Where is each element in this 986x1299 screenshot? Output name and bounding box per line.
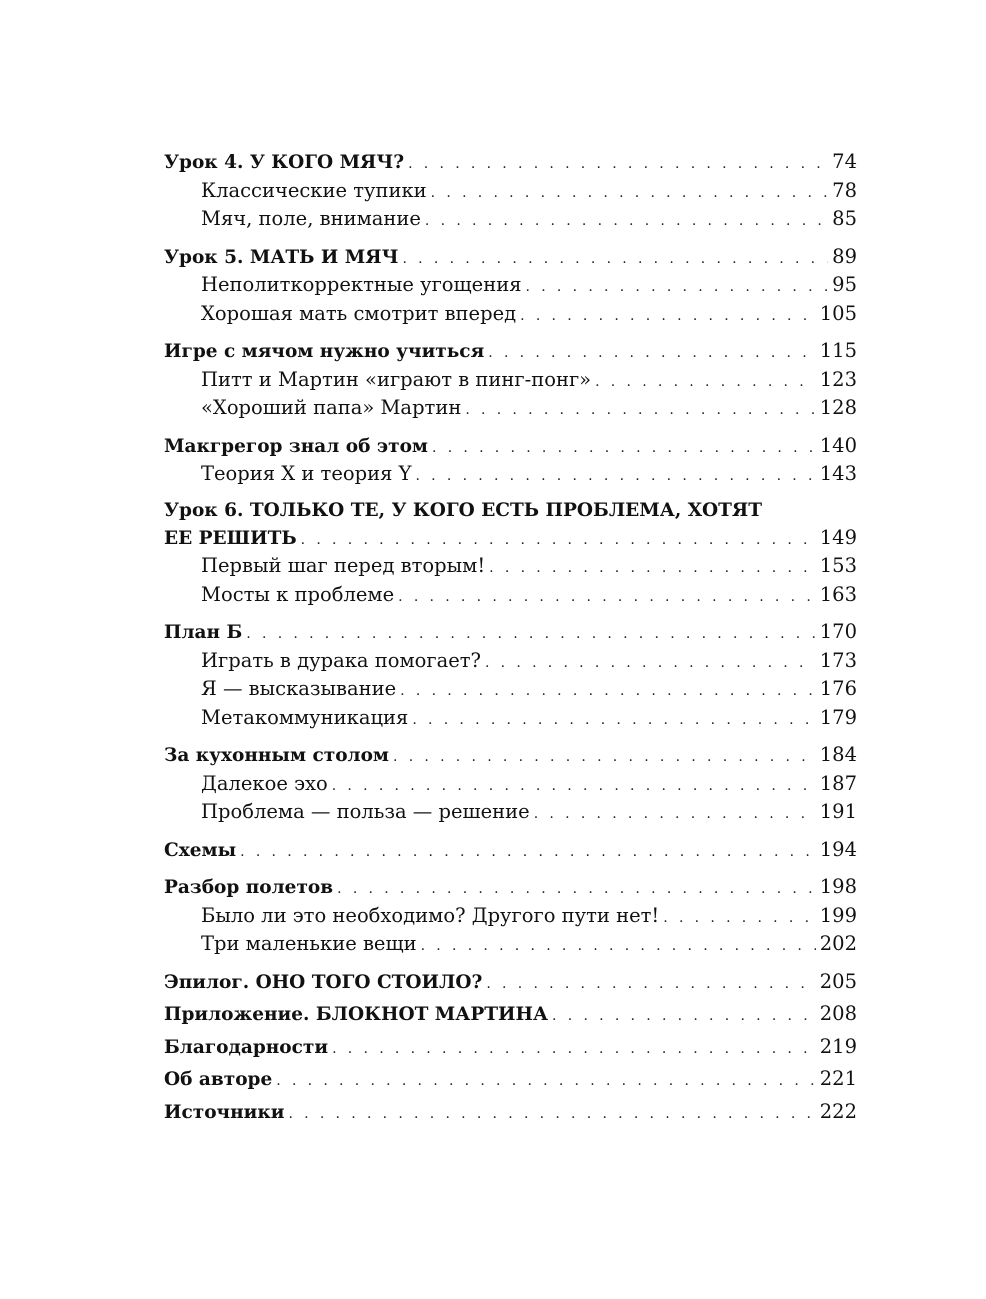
dot-leader bbox=[415, 462, 815, 491]
dot-leader bbox=[393, 743, 816, 772]
dot-leader bbox=[398, 583, 816, 612]
toc-entry-sub[interactable] bbox=[164, 177, 857, 206]
entry-title: Источники bbox=[164, 1101, 285, 1123]
toc-group-sources bbox=[164, 1098, 857, 1127]
entry-title: Приложение. БЛОКНОТ МАРТИНА bbox=[164, 1004, 549, 1025]
entry-title: Далекое эхо bbox=[201, 771, 328, 795]
toc-entry-main[interactable] bbox=[164, 524, 857, 553]
dot-leader bbox=[301, 526, 816, 555]
toc-group-lesson-6 bbox=[164, 498, 857, 610]
dot-leader bbox=[332, 772, 816, 801]
entry-page-number: 140 bbox=[819, 433, 857, 457]
entry-title: Мяч, поле, внимание bbox=[201, 207, 421, 230]
toc-entry-sub[interactable] bbox=[164, 675, 857, 704]
entry-page-number: 128 bbox=[819, 396, 857, 419]
entry-title: Метакоммуникация bbox=[201, 705, 409, 729]
entry-title: Эпилог. ОНО ТОГО СТОИЛО? bbox=[164, 971, 483, 993]
entry-title: ЕЕ РЕШИТЬ bbox=[164, 527, 297, 549]
entry-page-number: 187 bbox=[819, 771, 857, 795]
toc-entry-main[interactable] bbox=[164, 1098, 857, 1127]
dot-leader bbox=[425, 207, 828, 236]
toc-group-mcgregor bbox=[164, 432, 857, 489]
entry-page-number: 176 bbox=[819, 677, 857, 700]
entry-page-number: 105 bbox=[819, 301, 857, 325]
toc-group-schemes bbox=[164, 836, 857, 865]
entry-title: Разбор полетов bbox=[164, 877, 334, 898]
toc-entry-main[interactable] bbox=[164, 618, 857, 647]
entry-title: Играть в дурака помогает? bbox=[201, 648, 481, 672]
entry-page-number: 222 bbox=[819, 1099, 857, 1123]
entry-page-number: 205 bbox=[819, 969, 857, 993]
dot-leader bbox=[408, 150, 828, 179]
entry-title: Благодарности bbox=[164, 1036, 329, 1058]
entry-title: Я — высказывание bbox=[201, 677, 397, 700]
dot-leader bbox=[465, 396, 815, 425]
entry-title: Урок 4. У КОГО МЯЧ? bbox=[164, 152, 405, 173]
toc-entry-main[interactable] bbox=[164, 148, 857, 177]
entry-page-number: 74 bbox=[832, 150, 857, 173]
entry-title: Было ли это необходимо? Другого пути нет! bbox=[201, 903, 660, 927]
entry-title: Неполиткорректные угощения bbox=[201, 273, 522, 296]
entry-page-number: 202 bbox=[819, 932, 857, 955]
dot-leader bbox=[534, 800, 816, 829]
dot-leader bbox=[412, 706, 815, 735]
toc-entry-sub[interactable] bbox=[164, 770, 857, 799]
entry-title: Схемы bbox=[164, 839, 237, 861]
toc-entry-main[interactable] bbox=[164, 836, 857, 865]
entry-title: За кухонным столом bbox=[164, 745, 389, 766]
toc-entry-sub[interactable] bbox=[164, 704, 857, 733]
entry-title: Классические тупики bbox=[201, 178, 427, 202]
dot-leader bbox=[288, 1100, 815, 1129]
entry-page-number: 153 bbox=[819, 554, 857, 577]
entry-title: Проблема — польза — решение bbox=[201, 800, 530, 823]
dot-leader bbox=[431, 179, 829, 208]
toc-entry-main[interactable] bbox=[164, 243, 857, 272]
toc-group-acknowledgements bbox=[164, 1033, 857, 1062]
entry-page-number: 85 bbox=[832, 207, 857, 230]
entry-page-number: 199 bbox=[819, 903, 857, 927]
entry-title: Питт и Мартин «играют в пинг-понг» bbox=[201, 367, 592, 391]
entry-page-number: 219 bbox=[819, 1034, 857, 1058]
entry-title: Три маленькие вещи bbox=[201, 932, 417, 955]
dot-leader bbox=[526, 273, 829, 302]
toc-group-appendix bbox=[164, 1000, 857, 1029]
toc-entry-sub[interactable] bbox=[164, 552, 857, 581]
entry-title: План Б bbox=[164, 622, 243, 643]
entry-title: Первый шаг перед вторым! bbox=[201, 554, 486, 577]
entry-title: Урок 5. МАТЬ И МЯЧ bbox=[164, 246, 399, 268]
toc-entry-sub[interactable] bbox=[164, 647, 857, 676]
toc-entry-main[interactable] bbox=[164, 968, 857, 997]
entry-title: Игре с мячом нужно учиться bbox=[164, 341, 485, 362]
entry-page-number: 89 bbox=[832, 244, 857, 268]
entry-page-number: 170 bbox=[819, 620, 857, 643]
toc-entry-main-line1[interactable] bbox=[164, 498, 857, 524]
entry-page-number: 143 bbox=[819, 462, 857, 485]
dot-leader bbox=[400, 677, 816, 706]
toc-entry-sub[interactable] bbox=[164, 271, 857, 300]
toc-entry-sub[interactable] bbox=[164, 902, 857, 931]
entry-page-number: 208 bbox=[819, 1002, 857, 1025]
entry-title: Макгрегор знал об этом bbox=[164, 435, 428, 457]
entry-page-number: 115 bbox=[819, 339, 857, 362]
dot-leader bbox=[402, 245, 828, 274]
toc-entry-main[interactable] bbox=[164, 337, 857, 366]
toc-group-debrief bbox=[164, 873, 857, 959]
entry-page-number: 123 bbox=[819, 367, 857, 391]
dot-leader bbox=[552, 1002, 816, 1031]
toc-entry-sub[interactable] bbox=[164, 366, 857, 395]
toc-group-epilogue bbox=[164, 968, 857, 997]
toc-entry-main[interactable] bbox=[164, 873, 857, 902]
entry-title: Хорошая мать смотрит вперед bbox=[201, 301, 517, 325]
entry-title: Мосты к проблеме bbox=[201, 582, 395, 606]
toc-entry-sub[interactable] bbox=[164, 394, 857, 423]
toc-entry-main[interactable] bbox=[164, 1000, 857, 1029]
toc-entry-sub[interactable] bbox=[164, 205, 857, 234]
toc-group-about-author bbox=[164, 1065, 857, 1094]
dot-leader bbox=[489, 554, 816, 583]
entry-page-number: 163 bbox=[819, 582, 857, 606]
entry-page-number: 173 bbox=[819, 648, 857, 672]
dot-leader bbox=[486, 970, 815, 999]
entry-title-line1: Урок 6. ТОЛЬКО ТЕ, У КОГО ЕСТЬ ПРОБЛЕМА, ХОТЯТ bbox=[164, 499, 763, 521]
toc-entry-main[interactable] bbox=[164, 432, 857, 461]
toc-group-lesson-5 bbox=[164, 243, 857, 329]
toc-group-ball-game bbox=[164, 337, 857, 423]
entry-page-number: 198 bbox=[819, 875, 857, 898]
dot-leader bbox=[432, 434, 816, 463]
toc-entry-main[interactable] bbox=[164, 1065, 857, 1094]
toc-entry-sub[interactable] bbox=[164, 581, 857, 610]
toc-entry-main[interactable] bbox=[164, 741, 857, 770]
toc-entry-sub[interactable] bbox=[164, 798, 857, 827]
entry-page-number: 194 bbox=[819, 837, 857, 861]
entry-title: «Хороший папа» Мартин bbox=[201, 396, 462, 419]
dot-leader bbox=[485, 649, 816, 678]
toc-group-plan-b bbox=[164, 618, 857, 732]
entry-page-number: 78 bbox=[832, 178, 857, 202]
toc-group-kitchen-table bbox=[164, 741, 857, 827]
entry-page-number: 149 bbox=[819, 525, 857, 549]
dot-leader bbox=[663, 904, 816, 933]
entry-page-number: 184 bbox=[819, 743, 857, 766]
toc-entry-main[interactable] bbox=[164, 1033, 857, 1062]
dot-leader bbox=[332, 1035, 816, 1064]
dot-leader bbox=[520, 302, 816, 331]
dot-leader bbox=[337, 875, 816, 904]
dot-leader bbox=[246, 620, 815, 649]
entry-page-number: 221 bbox=[819, 1067, 857, 1090]
toc-entry-sub[interactable] bbox=[164, 930, 857, 959]
entry-page-number: 179 bbox=[819, 705, 857, 729]
table-of-contents bbox=[164, 148, 857, 1130]
dot-leader bbox=[421, 932, 816, 961]
toc-group-lesson-4 bbox=[164, 148, 857, 234]
toc-entry-sub[interactable] bbox=[164, 300, 857, 329]
dot-leader bbox=[595, 368, 816, 397]
entry-page-number: 95 bbox=[832, 273, 857, 296]
entry-page-number: 191 bbox=[819, 800, 857, 823]
dot-leader bbox=[488, 339, 816, 368]
entry-title: Теория X и теория Y bbox=[201, 462, 412, 485]
entry-title: Об авторе bbox=[164, 1069, 273, 1090]
dot-leader bbox=[240, 838, 816, 867]
dot-leader bbox=[276, 1067, 816, 1096]
toc-entry-sub[interactable] bbox=[164, 460, 857, 489]
